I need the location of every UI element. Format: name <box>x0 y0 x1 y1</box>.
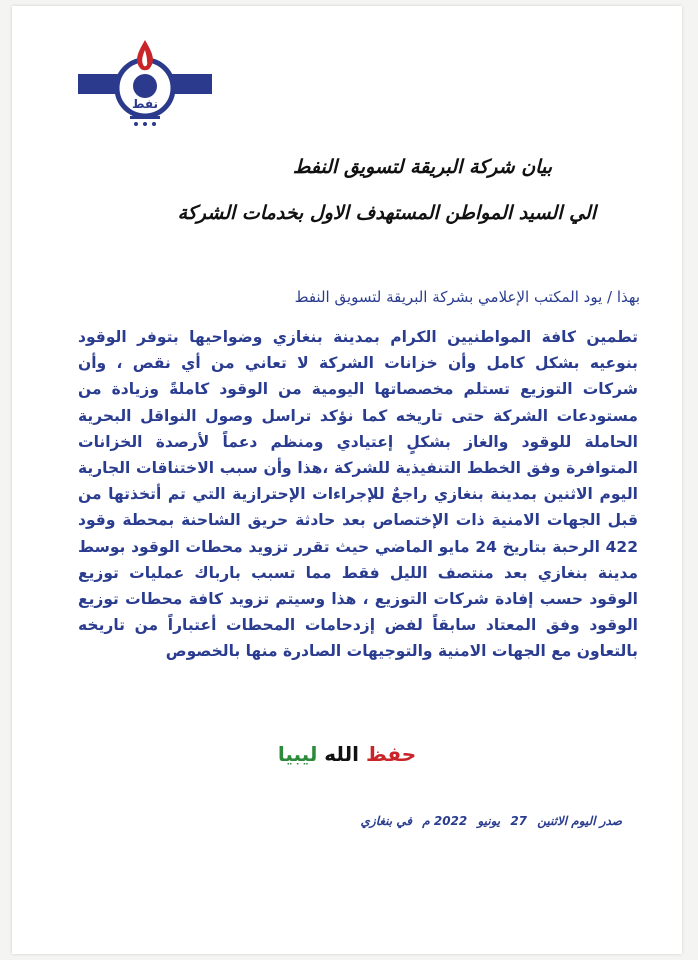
footer-year: 2022 م <box>422 814 468 828</box>
statement-subtitle: الي السيد المواطن المستهدف الاول بخدمات الشركة <box>177 202 596 224</box>
closing-word-2: الله <box>324 742 359 766</box>
logo-center-dot <box>133 74 157 98</box>
footer-prefix: صدر اليوم الاثنين <box>537 814 622 828</box>
closing-word-3: ليبيا <box>277 742 318 766</box>
logo-dot-2 <box>143 122 147 126</box>
footer-month: يونيو <box>477 814 501 828</box>
company-logo <box>70 36 220 132</box>
intro-line: بهذا / يود المكتب الإعلامي بشركة البريقة لتسويق النفط <box>294 288 640 306</box>
statement-body: تطمين كافة المواطنيين الكرام بمدينة بنغازي وضواحيها بتوفر الوقود بنوعيه بشكل كامل وأن خزانات الشركة لا تعاني من أي نقص ، وأن شركات التوزيع تستلم مخصصاتها اليومية من الوقود كاملةً وزيادة من مستودعات الشركة حتى تاريخه كما نؤكد تراسل وصول النواقل البحرية الحاملة للوقود والغاز بشكلٍ إعتيادي ومنظم دعماً لأرصدة الخزانات المتوافرة وفق الخطط التنفيذية للشركة ،هذا وأن سبب الاختناقات الجارية اليوم الاثنين بمدينة بنغازي راجعٌ للإجراءات الإحترازية التي تم أتخذتها من قبل الجهات الامنية ذات الإختصاص بعد حادثة حريق الشاحنة بمحطة وقود 422 الرحبة بتاريخ 24 مايو الماضي حيث تقرر تزويد محطات الوقود بوسط مدينة بنغازي بعد منتصف الليل فقط مما تسبب بارباك عمليات توزيع الوقود حسب إفادة شركات التوزيع ، هذا وسيتم تزويد كافة محطات توزيع الوقود وفق المعتاد سابقاً لفض إزدحامات المحطات أعتباراً من تاريخه بالتعاون مع الجهات الامنية والتوجيهات الصادرة منها بالخصوص <box>78 328 638 661</box>
issue-date-line <box>355 814 622 828</box>
logo-dot-1 <box>134 122 138 126</box>
document-page <box>12 6 682 954</box>
closing-word-1: حفظ <box>365 742 417 766</box>
footer-day: 27 <box>510 814 528 828</box>
logo-text: نفط <box>132 97 158 111</box>
logo-base-line <box>130 116 160 119</box>
logo-dot-3 <box>152 122 156 126</box>
statement-title: بيان شركة البريقة لتسويق النفط <box>292 156 552 178</box>
closing-phrase <box>12 742 682 766</box>
footer-place: في بنغازي <box>360 814 413 828</box>
